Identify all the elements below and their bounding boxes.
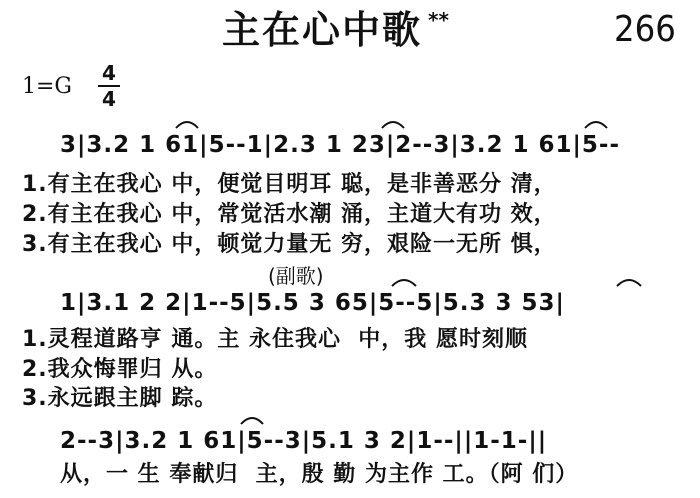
key-signature: 1=G xyxy=(22,74,73,99)
hymn-title: 主在心中歌 xyxy=(222,8,423,52)
notation-line-1: 3|3.2 1 61|5--1|2.3 1 23|2--3|3.2 1 61|5-- xyxy=(60,132,621,158)
refrain-line-1: 1.灵程道路亨 通。主 永住我心 中，我 愿时刻顺 xyxy=(22,327,528,352)
refrain-line-3: 3.永远跟主脚 踪。 xyxy=(22,386,218,411)
verse-line-2: 2.有主在我心 中，常觉活水潮 涌，主道大有功 效， xyxy=(22,202,557,227)
time-signature-bottom: 4 xyxy=(102,87,116,111)
verse-line-3: 3.有主在我心 中，顿觉力量无 穷，艰险一无所 惧， xyxy=(22,232,557,257)
slur-mark xyxy=(585,122,607,128)
hymn-number: 266 xyxy=(614,9,676,50)
chorus-label: (副歌) xyxy=(268,264,324,288)
slur-mark xyxy=(241,418,263,424)
slur-mark xyxy=(392,280,416,286)
final-lyric-line: 从，一 生 奉献归 主，殷 勤 为主作 工。（阿 们） xyxy=(60,462,579,487)
title-mark: ** xyxy=(428,8,449,32)
notation-line-3: 2--3|3.2 1 61|5--3|5.1 3 2|1--||1-1-|| xyxy=(60,428,548,454)
slur-mark xyxy=(176,122,198,128)
refrain-line-2: 2.我众悔罪归 从。 xyxy=(22,357,218,382)
verse-line-1: 1.有主在我心 中，便觉目明耳 聪，是非善恶分 清， xyxy=(22,172,557,197)
notation-line-2: 1|3.1 2 2|1--5|5.5 3 65|5--5|5.3 3 53| xyxy=(60,290,565,316)
slur-mark xyxy=(382,122,404,128)
time-signature-top: 4 xyxy=(102,61,116,85)
slur-mark xyxy=(617,280,641,286)
